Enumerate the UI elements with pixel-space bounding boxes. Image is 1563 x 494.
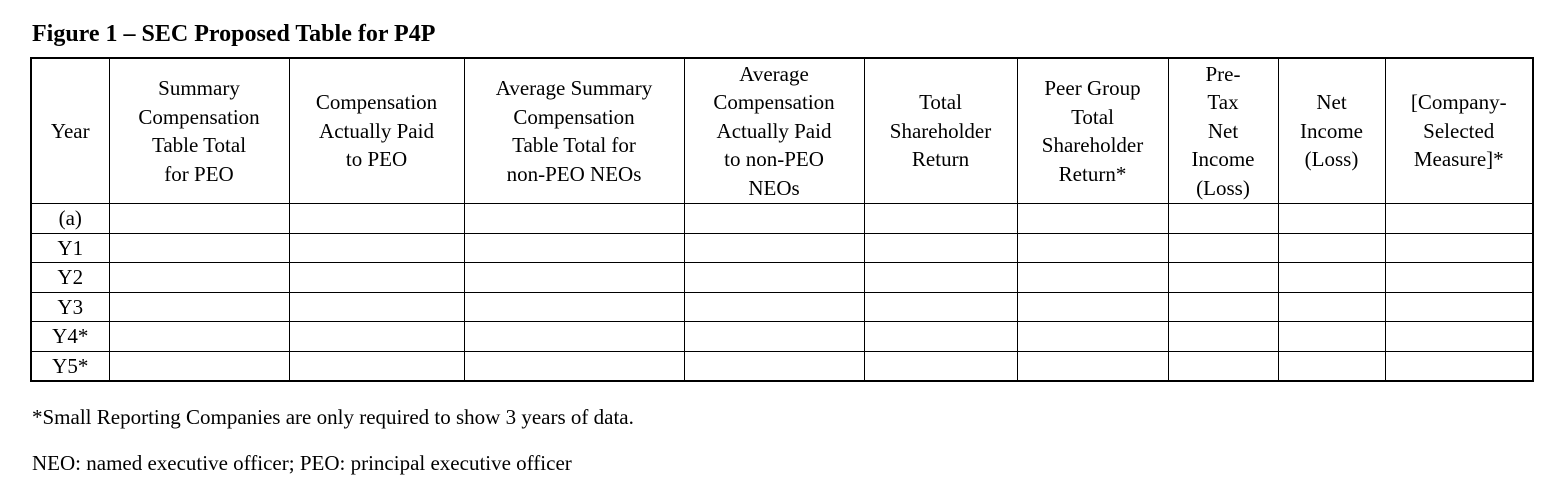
column-header-line: to PEO (345, 147, 408, 172)
table-row (31, 263, 1533, 293)
table-cell (1385, 292, 1533, 322)
column-header-line: for PEO (164, 161, 234, 186)
table-cell (1278, 322, 1385, 352)
column-header-line: [Company- (1410, 90, 1507, 115)
column-header-line: Summary (158, 76, 240, 100)
column-header-line: (Loss) (1304, 147, 1359, 172)
column-header-line: Total (1071, 104, 1114, 129)
table-cell (1017, 263, 1168, 293)
table-cell (864, 322, 1017, 352)
table-cell (289, 233, 464, 263)
table-cell (109, 263, 289, 293)
table-cell (464, 292, 684, 322)
column-header (864, 58, 1017, 204)
table-cell (289, 322, 464, 352)
table-cell (1168, 233, 1278, 263)
header-row (31, 58, 1533, 204)
table-cell (109, 204, 289, 234)
table-row (31, 322, 1533, 352)
year-cell: Y2 (31, 263, 109, 293)
table-cell (1017, 351, 1168, 381)
table-cell (864, 292, 1017, 322)
column-header-line: Net (1207, 118, 1239, 143)
table-cell (1017, 322, 1168, 352)
table-row (31, 204, 1533, 234)
table-cell (109, 292, 289, 322)
table-cell (1168, 351, 1278, 381)
year-cell: Y4* (31, 322, 109, 352)
table-cell (1168, 322, 1278, 352)
column-header-line: Return* (1058, 161, 1127, 186)
column-header (464, 58, 684, 204)
table-row (31, 351, 1533, 381)
table-cell (1278, 351, 1385, 381)
column-header-line: Tax (1207, 90, 1239, 115)
column-header (1168, 58, 1278, 204)
table-cell (289, 351, 464, 381)
year-cell: Y5* (31, 351, 109, 381)
table-cell (684, 351, 864, 381)
table-cell (289, 204, 464, 234)
column-header-line: Average (739, 61, 809, 86)
table-cell (289, 292, 464, 322)
column-header-line: NEOs (748, 175, 800, 200)
column-header-line: Compensation (315, 90, 438, 115)
footnote-definitions: NEO: named executive officer; PEO: principal executive officer (32, 451, 572, 475)
column-header-line: Selected (1423, 118, 1495, 143)
column-header-line: Measure]* (1413, 147, 1504, 172)
column-header-line: Table Total for (512, 133, 636, 157)
table-cell (289, 263, 464, 293)
p4p-table (30, 57, 1534, 382)
table-cell (464, 233, 684, 263)
table-cell (684, 233, 864, 263)
table-cell (864, 204, 1017, 234)
table-cell (1385, 351, 1533, 381)
column-header-line: Compensation (513, 104, 635, 129)
column-header-line: Net (1316, 90, 1347, 115)
table-cell (464, 263, 684, 293)
table-cell (109, 351, 289, 381)
column-header-line: Return (911, 147, 970, 172)
column-header-line: Shareholder (889, 118, 992, 143)
table-cell (109, 322, 289, 352)
table-cell (464, 204, 684, 234)
table-cell (684, 263, 864, 293)
table-cell (1385, 322, 1533, 352)
column-header (1017, 58, 1168, 204)
year-cell: Y3 (31, 292, 109, 322)
column-header (1278, 58, 1385, 204)
column-header (109, 58, 289, 204)
column-header-line: Compensation (138, 104, 260, 129)
table-cell (1278, 263, 1385, 293)
column-header-line: Shareholder (1041, 133, 1144, 157)
table-cell (1385, 204, 1533, 234)
table-cell (1385, 263, 1533, 293)
table-cell (1278, 233, 1385, 263)
column-header (684, 58, 864, 204)
column-header-line: non-PEO NEOs (506, 161, 642, 186)
table-cell (1017, 292, 1168, 322)
table-cell (1168, 204, 1278, 234)
footnote-small-companies: *Small Reporting Companies are only required to show 3 years of data. (32, 405, 634, 429)
column-header-line: Pre- (1205, 61, 1241, 86)
column-header-line: (Loss) (1196, 175, 1250, 200)
table-cell (684, 204, 864, 234)
table-row (31, 233, 1533, 263)
table-cell (1017, 204, 1168, 234)
column-header (289, 58, 464, 204)
column-header-line: Income (1191, 147, 1255, 172)
table-cell (1278, 292, 1385, 322)
year-cell: Y1 (31, 233, 109, 263)
column-header-line: Average Summary (495, 76, 653, 100)
table-row (31, 292, 1533, 322)
column-header-line: Table Total (151, 133, 247, 157)
column-header (31, 58, 109, 204)
column-header-line: Actually Paid (716, 118, 832, 143)
table-cell (1168, 263, 1278, 293)
column-header-line: Compensation (713, 90, 835, 115)
column-header (1385, 58, 1533, 204)
table-cell (1385, 233, 1533, 263)
column-header-line: Total (919, 90, 962, 115)
table-cell (464, 351, 684, 381)
table-cell (1168, 292, 1278, 322)
column-header-line: Year (50, 118, 90, 143)
table-cell (684, 322, 864, 352)
year-cell: (a) (31, 204, 109, 234)
column-header-line: to non-PEO (724, 147, 824, 172)
column-header-line: Actually Paid (319, 118, 434, 143)
table-cell (864, 233, 1017, 263)
table-body (31, 204, 1533, 382)
table-cell (1278, 204, 1385, 234)
table-cell (864, 351, 1017, 381)
table-cell (1017, 233, 1168, 263)
table-cell (464, 322, 684, 352)
column-header-line: Income (1300, 118, 1363, 143)
table-cell (109, 233, 289, 263)
table-cell (864, 263, 1017, 293)
table-cell (684, 292, 864, 322)
figure-title: Figure 1 – SEC Proposed Table for P4P (32, 21, 436, 47)
column-header-line: Peer Group (1044, 76, 1141, 100)
